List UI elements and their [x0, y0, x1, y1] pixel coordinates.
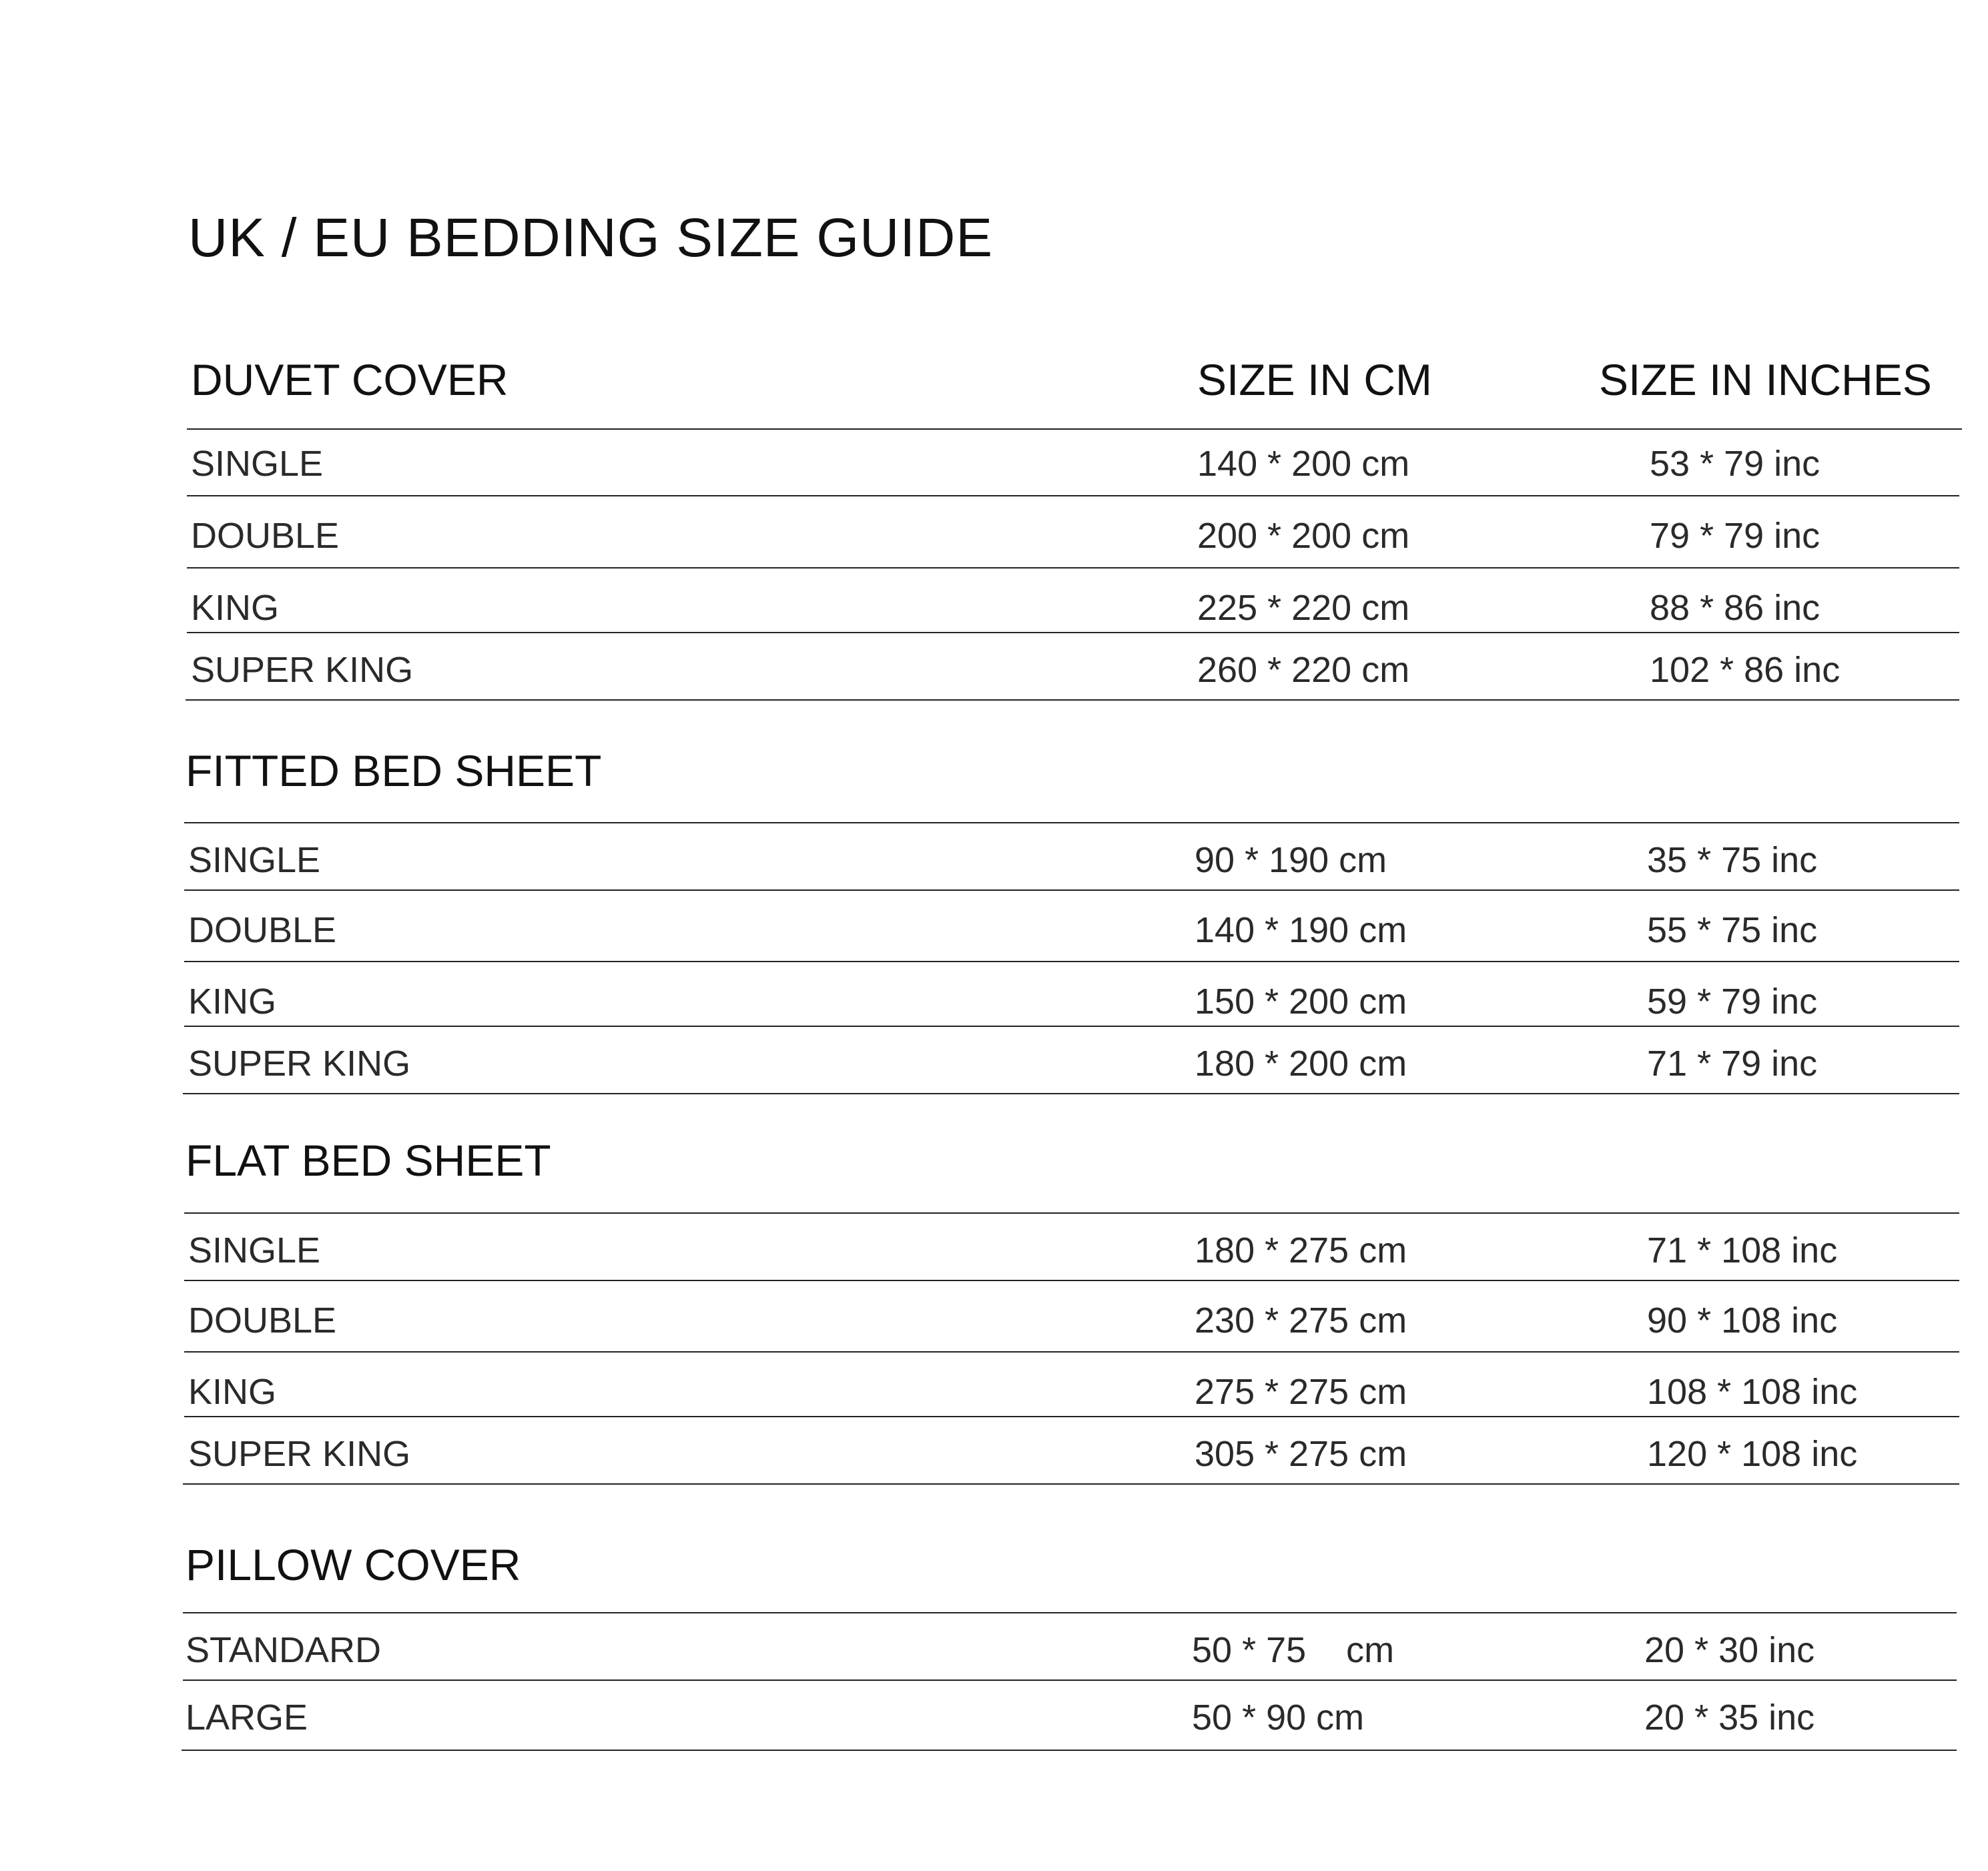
row-size-cm: 50 * 75 cm — [1192, 1630, 1395, 1670]
row-size-name: SUPER KING — [188, 1044, 411, 1084]
row-size-name: SINGLE — [188, 1230, 321, 1270]
column-header-cm: SIZE IN CM — [1197, 355, 1433, 404]
row-size-inches: 35 * 75 inc — [1647, 840, 1818, 880]
row-size-cm: 90 * 190 cm — [1195, 840, 1387, 880]
row-size-inches: 79 * 79 inc — [1650, 516, 1820, 556]
row-size-inches: 108 * 108 inc — [1647, 1372, 1858, 1412]
table-row — [0, 1351, 1988, 1418]
row-size-inches: 90 * 108 inc — [1647, 1300, 1838, 1341]
row-size-cm: 275 * 275 cm — [1195, 1372, 1407, 1412]
page-title: UK / EU BEDDING SIZE GUIDE — [188, 208, 994, 268]
row-size-name: SUPER KING — [188, 1434, 411, 1474]
table-row — [0, 1280, 1988, 1347]
table-row — [0, 428, 1988, 495]
section-heading: FLAT BED SHEET — [186, 1136, 551, 1185]
row-size-name: STANDARD — [186, 1630, 382, 1670]
row-size-name: SINGLE — [188, 840, 321, 880]
table-row — [0, 1416, 1988, 1483]
divider — [186, 699, 1959, 701]
row-size-cm: 180 * 200 cm — [1195, 1044, 1407, 1084]
row-size-inches: 71 * 79 inc — [1647, 1044, 1818, 1084]
row-size-cm: 305 * 275 cm — [1195, 1434, 1407, 1474]
table-row — [0, 1679, 1988, 1746]
row-size-cm: 140 * 190 cm — [1195, 910, 1407, 950]
row-size-cm: 180 * 275 cm — [1195, 1230, 1407, 1270]
section-heading: FITTED BED SHEET — [186, 746, 602, 795]
section-heading: PILLOW COVER — [186, 1540, 521, 1589]
row-size-cm: 260 * 220 cm — [1197, 650, 1410, 690]
row-size-inches: 71 * 108 inc — [1647, 1230, 1838, 1270]
row-size-cm: 140 * 200 cm — [1197, 444, 1410, 484]
row-size-name: KING — [188, 1372, 277, 1412]
row-size-inches: 59 * 79 inc — [1647, 982, 1818, 1022]
divider — [183, 1483, 1959, 1485]
row-size-cm: 150 * 200 cm — [1195, 982, 1407, 1022]
row-size-name: KING — [188, 982, 277, 1022]
table-row — [0, 961, 1988, 1028]
row-size-inches: 102 * 86 inc — [1650, 650, 1841, 690]
row-size-name: DOUBLE — [191, 516, 340, 556]
row-size-inches: 53 * 79 inc — [1650, 444, 1820, 484]
row-size-name: LARGE — [186, 1698, 308, 1738]
section-heading: DUVET COVER — [191, 355, 509, 404]
table-row — [0, 1612, 1988, 1679]
table-row — [0, 632, 1988, 699]
row-size-cm: 230 * 275 cm — [1195, 1300, 1407, 1341]
row-size-cm: 50 * 90 cm — [1192, 1698, 1365, 1738]
divider — [182, 1750, 1957, 1751]
table-row — [0, 822, 1988, 889]
row-size-name: DOUBLE — [188, 1300, 337, 1341]
table-row — [0, 567, 1988, 634]
row-size-inches: 20 * 30 inc — [1644, 1630, 1815, 1670]
table-row — [0, 1026, 1988, 1092]
table-row — [0, 1212, 1988, 1279]
table-row — [0, 889, 1988, 956]
divider — [183, 1093, 1959, 1094]
row-size-cm: 200 * 200 cm — [1197, 516, 1410, 556]
row-size-inches: 55 * 75 inc — [1647, 910, 1818, 950]
table-row — [0, 495, 1988, 562]
row-size-name: DOUBLE — [188, 910, 337, 950]
column-header-inches: SIZE IN INCHES — [1599, 355, 1932, 404]
row-size-name: KING — [191, 588, 280, 628]
row-size-inches: 88 * 86 inc — [1650, 588, 1820, 628]
row-size-name: SUPER KING — [191, 650, 414, 690]
row-size-inches: 20 * 35 inc — [1644, 1698, 1815, 1738]
row-size-cm: 225 * 220 cm — [1197, 588, 1410, 628]
row-size-name: SINGLE — [191, 444, 324, 484]
row-size-inches: 120 * 108 inc — [1647, 1434, 1858, 1474]
